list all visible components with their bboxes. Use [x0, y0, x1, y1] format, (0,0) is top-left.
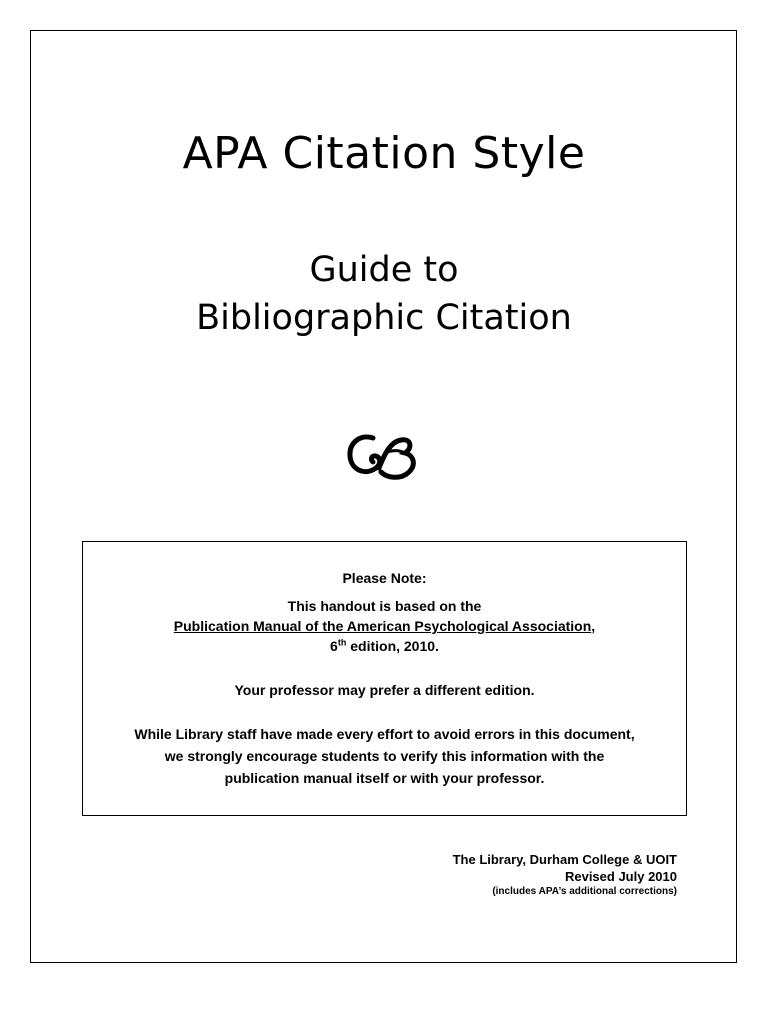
manual-title: Publication Manual of the American Psychological Association: [173, 618, 592, 634]
note-source-block: [83, 596, 686, 656]
note-disclaimer: [83, 723, 686, 789]
edition-rest: edition, 2010.: [346, 638, 439, 654]
note-manual-line: [83, 616, 686, 636]
ornamental-flourish-icon: [343, 428, 423, 484]
document-title: APA Citation Style: [182, 128, 586, 179]
edition-number: 6: [330, 638, 338, 654]
note-professor-line: Your professor may prefer a different edition.: [234, 682, 535, 698]
subtitle-line-2: Bibliographic Citation: [196, 298, 572, 338]
disclaimer-line-1: While Library staff have made every effort to avoid errors in this document,: [134, 726, 635, 742]
edition-suffix: th: [337, 637, 347, 648]
note-edition-line: [83, 636, 686, 656]
document-footer: [453, 851, 677, 899]
footer-revised: Revised July 2010: [564, 869, 677, 884]
document-subtitle: [0, 246, 768, 342]
disclaimer-line-2: we strongly encourage students to verify this information with the: [164, 748, 605, 764]
please-note-box: [82, 541, 687, 816]
footer-corrections: (includes APA’s additional corrections): [492, 886, 677, 897]
footer-library: The Library, Durham College & UOIT: [452, 852, 677, 867]
note-line-based-on: This handout is based on the: [287, 598, 482, 614]
note-heading: Please Note:: [342, 570, 427, 586]
disclaimer-line-3: publication manual itself or with your professor.: [224, 770, 545, 786]
subtitle-line-1: Guide to: [309, 250, 459, 290]
manual-title-suffix: ,: [591, 618, 596, 634]
